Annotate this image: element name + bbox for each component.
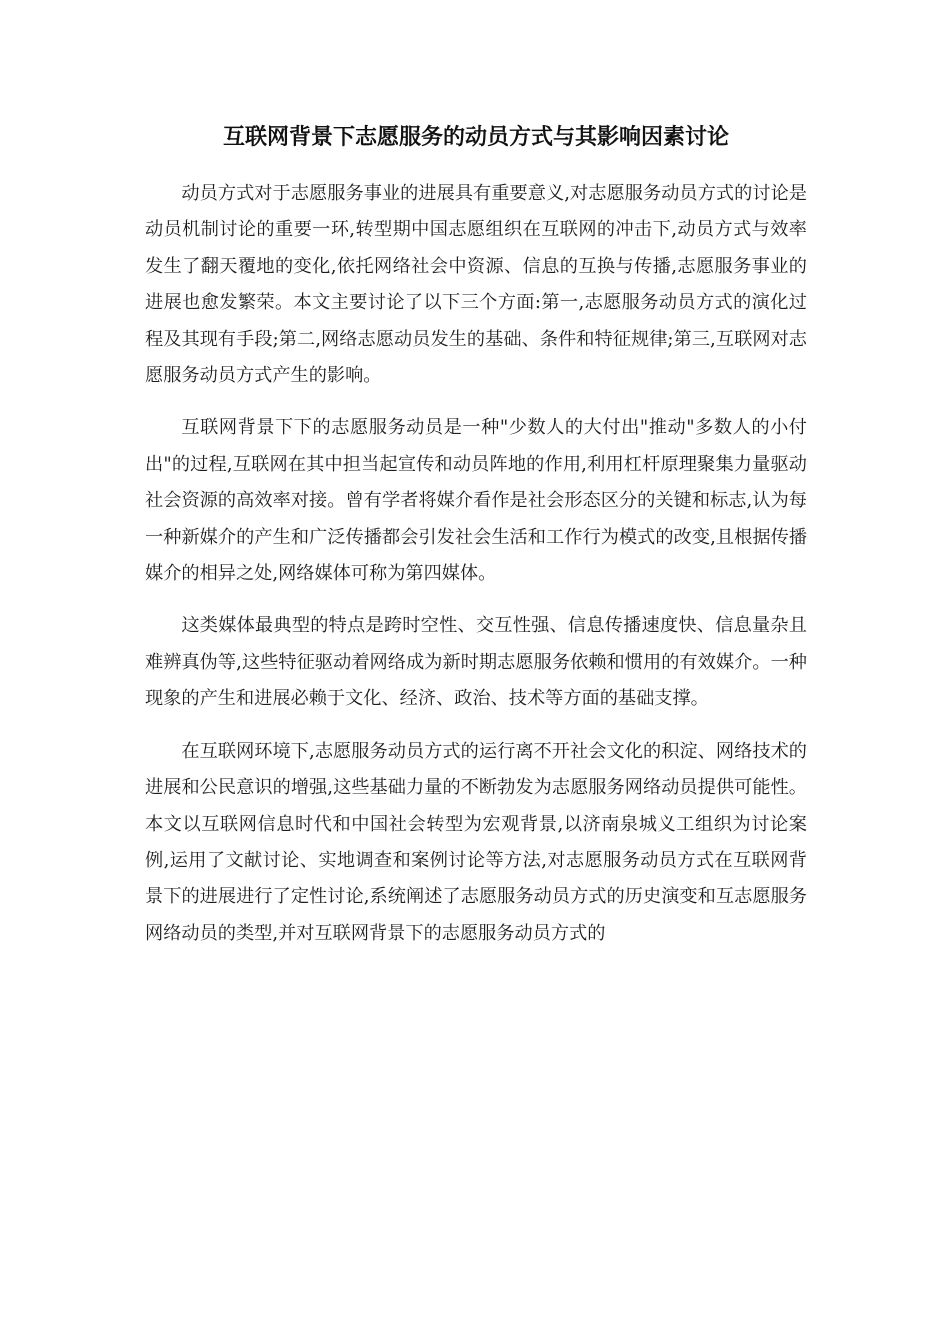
paragraph-1: 动员方式对于志愿服务事业的进展具有重要意义,对志愿服务动员方式的讨论是动员机制讨论的重要一环,转型期中国志愿组织在互联网的冲击下,动员方式与效率发生了翻天覆地的变化,依托网络社会中资源、信息的互换与传播,志愿服务事业的进展也愈发繁荣。本文主要讨论了以下三个方面:第一,志愿服务动员方式的演化过程及其现有手段;第二,网络志愿动员发生的基础、条件和特征规律;第三,互联网对志愿服务动员方式产生的影响。	[145, 183, 807, 387]
paragraph-4: 在互联网环境下,志愿服务动员方式的运行离不开社会文化的积淀、网络技术的进展和公民意识的增强,这些基础力量的不断勃发为志愿服务网络动员提供可能性。本文以互联网信息时代和中国社会转型为宏观背景,以济南泉城义工组织为讨论案例,运用了文献讨论、实地调查和案例讨论等方法,对志愿服务动员方式在互联网背景下的进展进行了定性讨论,系统阐述了志愿服务动员方式的历史演变和互志愿服务网络动员的类型,并对互联网背景下的志愿服务动员方式的	[145, 740, 807, 944]
document-title: 互联网背景下志愿服务的动员方式与其影响因素讨论	[222, 125, 729, 150]
document-page	[145, 118, 807, 968]
paragraph-2: 互联网背景下下的志愿服务动员是一种"少数人的大付出"推动"多数人的小付出"的过程,互联网在其中担当起宣传和动员阵地的作用,利用杠杆原理聚集力量驱动社会资源的高效率对接。曾有学者将媒介看作是社会形态区分的关键和标志,认为每一种新媒介的产生和广泛传播都会引发社会生活和工作行为模式的改变,且根据传播媒介的相异之处,网络媒体可称为第四媒体。	[145, 417, 807, 585]
paragraph-3: 这类媒体最典型的特点是跨时空性、交互性强、信息传播速度快、信息量杂且难辨真伪等,这些特征驱动着网络成为新时期志愿服务依赖和惯用的有效媒介。一种现象的产生和进展必赖于文化、经济、政治、技术等方面的基础支撑。	[145, 615, 807, 710]
